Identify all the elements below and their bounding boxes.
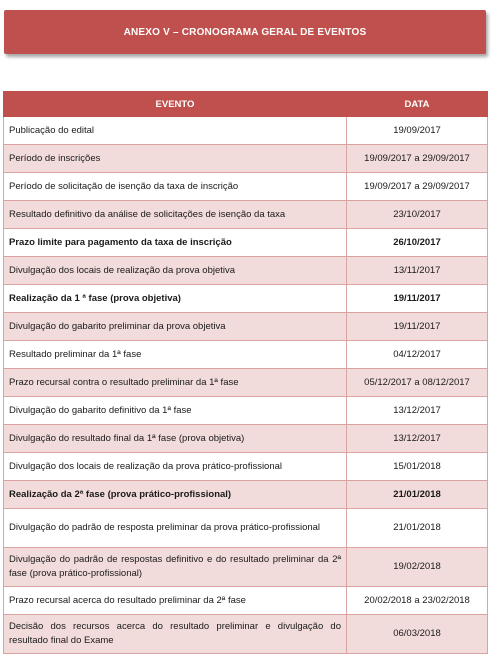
event-cell: Realização da 2ª fase (prova prático-profissional) bbox=[4, 481, 347, 509]
table-row bbox=[4, 285, 488, 313]
event-cell: Divulgação do resultado final da 1ª fase (prova objetiva) bbox=[4, 425, 347, 453]
date-cell: 19/11/2017 bbox=[347, 285, 488, 313]
table-row bbox=[4, 397, 488, 425]
header-event: EVENTO bbox=[4, 92, 347, 117]
event-cell: Publicação do edital bbox=[4, 117, 347, 145]
date-cell: 15/01/2018 bbox=[347, 453, 488, 481]
table-row bbox=[4, 425, 488, 453]
event-cell: Resultado preliminar da 1ª fase bbox=[4, 341, 347, 369]
table-row bbox=[4, 615, 488, 654]
date-cell: 05/12/2017 a 08/12/2017 bbox=[347, 369, 488, 397]
date-cell: 06/03/2018 bbox=[347, 615, 488, 654]
event-cell: Divulgação do gabarito preliminar da prova objetiva bbox=[4, 313, 347, 341]
table-row bbox=[4, 313, 488, 341]
date-cell: 21/01/2018 bbox=[347, 509, 488, 548]
table-row bbox=[4, 548, 488, 587]
date-cell: 13/12/2017 bbox=[347, 397, 488, 425]
event-cell: Período de inscrições bbox=[4, 145, 347, 173]
date-cell: 19/02/2018 bbox=[347, 548, 488, 587]
date-cell: 04/12/2017 bbox=[347, 341, 488, 369]
event-cell: Decisão dos recursos acerca do resultado preliminar e divulgação do resultado final do Exame bbox=[4, 615, 347, 654]
date-cell: 26/10/2017 bbox=[347, 229, 488, 257]
table-row bbox=[4, 509, 488, 548]
schedule-table bbox=[3, 91, 488, 654]
table-row bbox=[4, 173, 488, 201]
event-cell: Período de solicitação de isenção da taxa de inscrição bbox=[4, 173, 347, 201]
date-cell: 23/10/2017 bbox=[347, 201, 488, 229]
event-cell: Prazo recursal contra o resultado preliminar da 1ª fase bbox=[4, 369, 347, 397]
event-cell: Divulgação dos locais de realização da prova prático-profissional bbox=[4, 453, 347, 481]
event-cell: Resultado definitivo da análise de solicitações de isenção da taxa bbox=[4, 201, 347, 229]
event-cell: Divulgação do gabarito definitivo da 1ª fase bbox=[4, 397, 347, 425]
table-header-row bbox=[4, 92, 488, 117]
event-cell: Divulgação dos locais de realização da prova objetiva bbox=[4, 257, 347, 285]
date-cell: 19/09/2017 a 29/09/2017 bbox=[347, 173, 488, 201]
event-cell: Divulgação do padrão de respostas definitivo e do resultado preliminar da 2ª fase (prova prático-profissional) bbox=[4, 548, 347, 587]
table-row bbox=[4, 229, 488, 257]
date-cell: 13/11/2017 bbox=[347, 257, 488, 285]
table-row bbox=[4, 145, 488, 173]
table-row bbox=[4, 453, 488, 481]
date-cell: 13/12/2017 bbox=[347, 425, 488, 453]
date-cell: 20/02/2018 a 23/02/2018 bbox=[347, 587, 488, 615]
event-cell: Divulgação do padrão de resposta preliminar da prova prático-profissional bbox=[4, 509, 347, 548]
header-date: DATA bbox=[347, 92, 488, 117]
table-row bbox=[4, 257, 488, 285]
date-cell: 19/09/2017 a 29/09/2017 bbox=[347, 145, 488, 173]
table-row bbox=[4, 201, 488, 229]
event-cell: Prazo limite para pagamento da taxa de inscrição bbox=[4, 229, 347, 257]
date-cell: 21/01/2018 bbox=[347, 481, 488, 509]
document-title: ANEXO V – CRONOGRAMA GERAL DE EVENTOS bbox=[123, 26, 367, 38]
title-banner bbox=[4, 10, 486, 54]
date-cell: 19/09/2017 bbox=[347, 117, 488, 145]
table-row bbox=[4, 117, 488, 145]
table-row bbox=[4, 587, 488, 615]
table-row bbox=[4, 481, 488, 509]
table-row bbox=[4, 341, 488, 369]
table-row bbox=[4, 369, 488, 397]
event-cell: Prazo recursal acerca do resultado preliminar da 2ª fase bbox=[4, 587, 347, 615]
date-cell: 19/11/2017 bbox=[347, 313, 488, 341]
event-cell: Realização da 1 ª fase (prova objetiva) bbox=[4, 285, 347, 313]
